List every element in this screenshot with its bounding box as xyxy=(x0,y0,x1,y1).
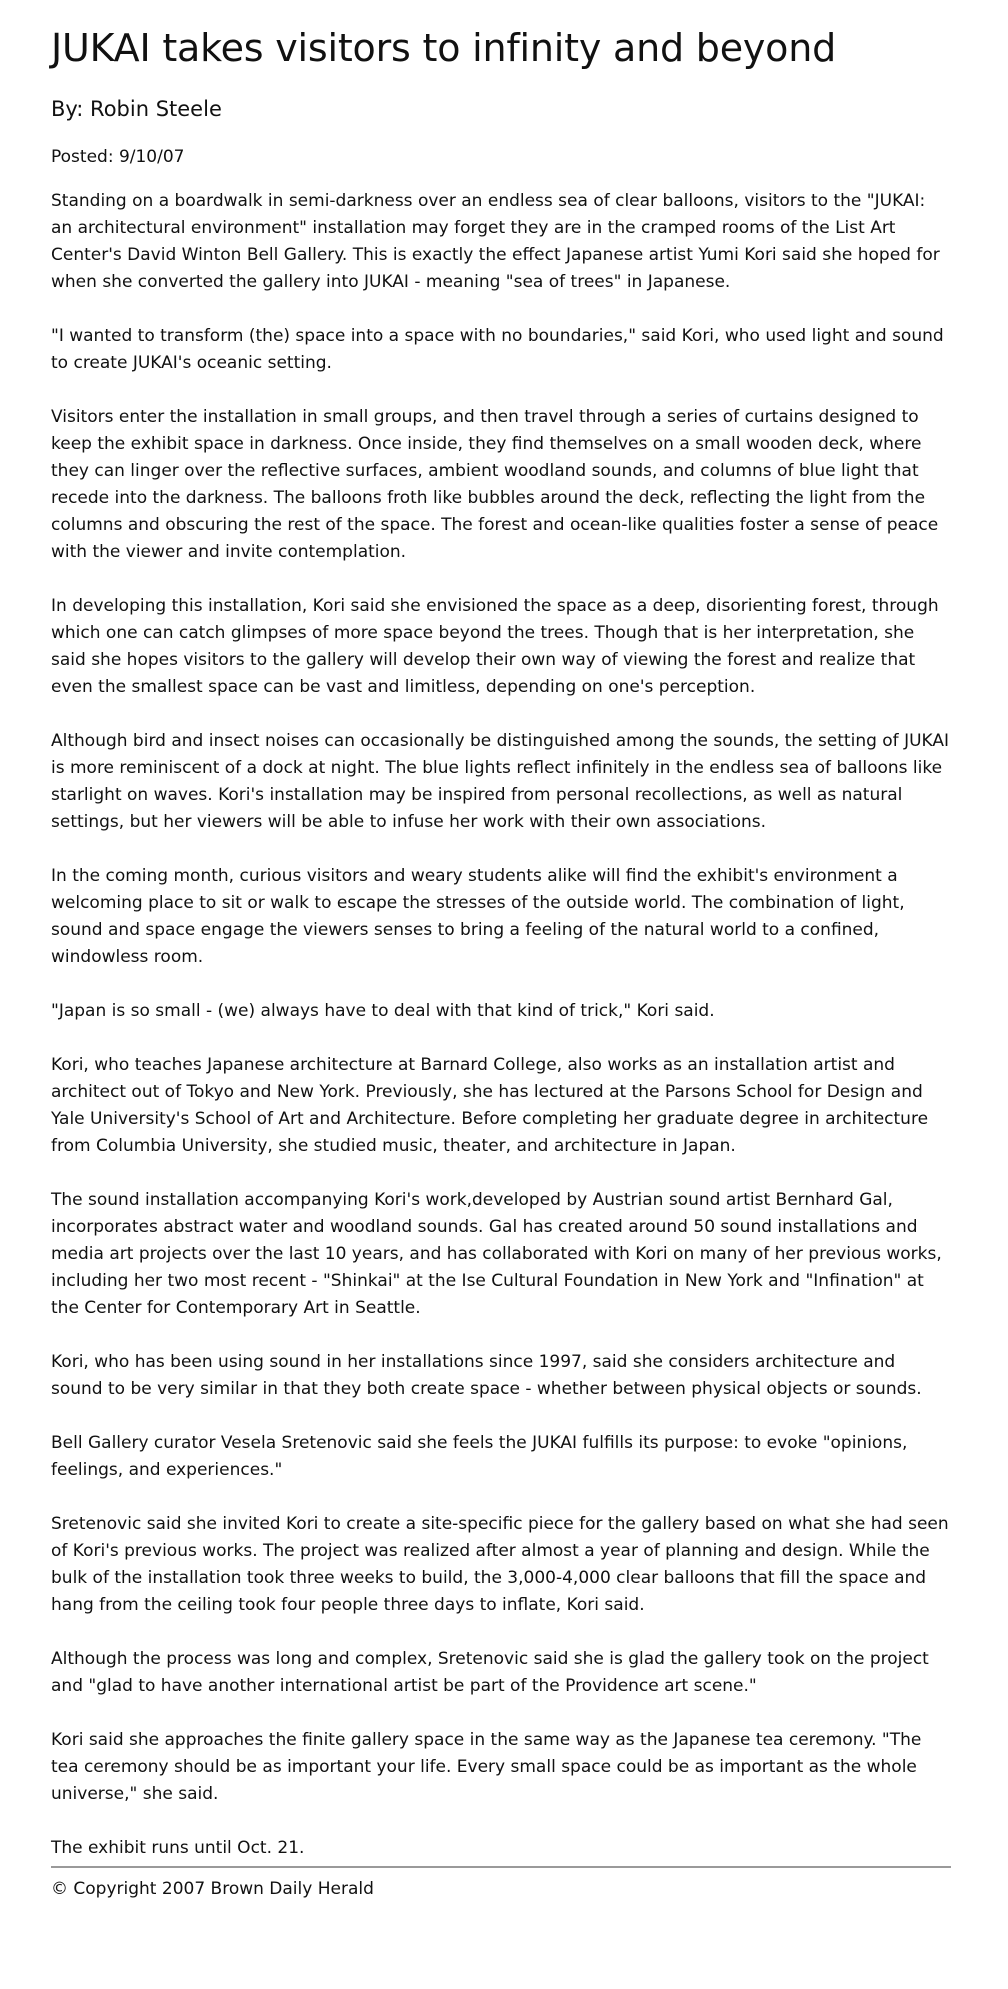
article-paragraph: Kori, who has been using sound in her installations since 1997, said she considers architecture and sound to be very similar in that they both create space - whether between physical objects or sounds. xyxy=(51,1352,922,1399)
article-paragraph: Visitors enter the installation in small groups, and then travel through a series of curtains designed to keep the exhibit space in darkness. Once inside, they find themselves on a small wooden deck, where they can linger over the reflective surfaces, ambient woodland sounds, and columns of blue light that recede into the darkness. The balloons froth like bubbles around the deck, reflecting the light from the columns and obscuring the rest of the space. The forest and ocean-like qualities foster a sense of peace with the viewer and invite contemplation. xyxy=(51,407,939,562)
article-paragraph: Sretenovic said she invited Kori to create a site-specific piece for the gallery based on what she had seen of Kori's previous works. The project was realized after almost a year of planning and design. While the bulk of the installation took three weeks to build, the 3,000-4,000 clear balloons that fill the space and hang from the ceiling took four people three days to inflate, Kori said. xyxy=(51,1514,949,1615)
article-posted-date: Posted: 9/10/07 xyxy=(51,147,185,167)
article-paragraph: Kori said she approaches the finite gallery space in the same way as the Japanese tea ceremony. "The tea ceremony should be as important your life. Every small space could be as important as the whole universe," she said. xyxy=(51,1730,922,1804)
article-paragraph: Although the process was long and complex, Sretenovic said she is glad the gallery took on the project and "glad to have another international artist be part of the Providence art scene." xyxy=(51,1649,929,1696)
article-paragraph: "I wanted to transform (the) space into a space with no boundaries," said Kori, who used light and sound to create JUKAI's oceanic setting. xyxy=(51,326,944,373)
article-paragraph: In the coming month, curious visitors and weary students alike will find the exhibit's environment a welcoming place to sit or walk to escape the stresses of the outside world. The combination of light, sound and space engage the viewers senses to bring a feeling of the natural world to a confined, windowless room. xyxy=(51,866,905,967)
article-paragraph: Although bird and insect noises can occasionally be distinguished among the sounds, the setting of JUKAI is more reminiscent of a dock at night. The blue lights reflect infinitely in the endless sea of balloons like starlight on waves. Kori's installation may be inspired from personal recollections, as well as natural settings, but her viewers will be able to infuse her work with their own associations. xyxy=(51,731,950,832)
article-paragraph: The exhibit runs until Oct. 21. xyxy=(51,1838,305,1858)
article-paragraph: Standing on a boardwalk in semi-darkness over an endless sea of clear balloons, visitors to the "JUKAI: an architectural environment" installation may forget they are in the cramped rooms of the List Art Center's David Winton Bell Gallery. This is exactly the effect Japanese artist Yumi Kori said she hoped for when she converted the gallery into JUKAI - meaning "sea of trees" in Japanese. xyxy=(51,191,940,292)
article xyxy=(51,20,951,1902)
article-paragraph: Bell Gallery curator Vesela Sretenovic said she feels the JUKAI fulfills its purpose: to evoke "opinions, feelings, and experiences." xyxy=(51,1433,908,1480)
copyright-notice: © Copyright 2007 Brown Daily Herald xyxy=(51,1879,374,1899)
article-paragraph: In developing this installation, Kori said she envisioned the space as a deep, disorienting forest, through which one can catch glimpses of more space beyond the trees. Though that is her interpretation, she said she hopes visitors to the gallery will develop their own way of viewing the forest and realize that even the smallest space can be vast and limitless, depending on one's perception. xyxy=(51,596,939,697)
article-body xyxy=(51,188,951,1862)
article-paragraph: "Japan is so small - (we) always have to deal with that kind of trick," Kori said. xyxy=(51,1001,715,1021)
footer-divider xyxy=(51,1866,951,1868)
article-paragraph: The sound installation accompanying Kori's work,developed by Austrian sound artist Bernhard Gal, incorporates abstract water and woodland sounds. Gal has created around 50 sound installations and media art projects over the last 10 years, and has collaborated with Kori on many of her previous works, including her two most recent - "Shinkai" at the Ise Cultural Foundation in New York and "Infination" at the Center for Contemporary Art in Seattle. xyxy=(51,1190,942,1318)
article-headline: JUKAI takes visitors to infinity and beyond xyxy=(51,26,837,70)
article-byline: By: Robin Steele xyxy=(51,97,222,121)
article-paragraph: Kori, who teaches Japanese architecture at Barnard College, also works as an installation artist and architect out of Tokyo and New York. Previously, she has lectured at the Parsons School for Design and Yale University's School of Art and Architecture. Before completing her graduate degree in architecture from Columbia University, she studied music, theater, and architecture in Japan. xyxy=(51,1055,929,1156)
